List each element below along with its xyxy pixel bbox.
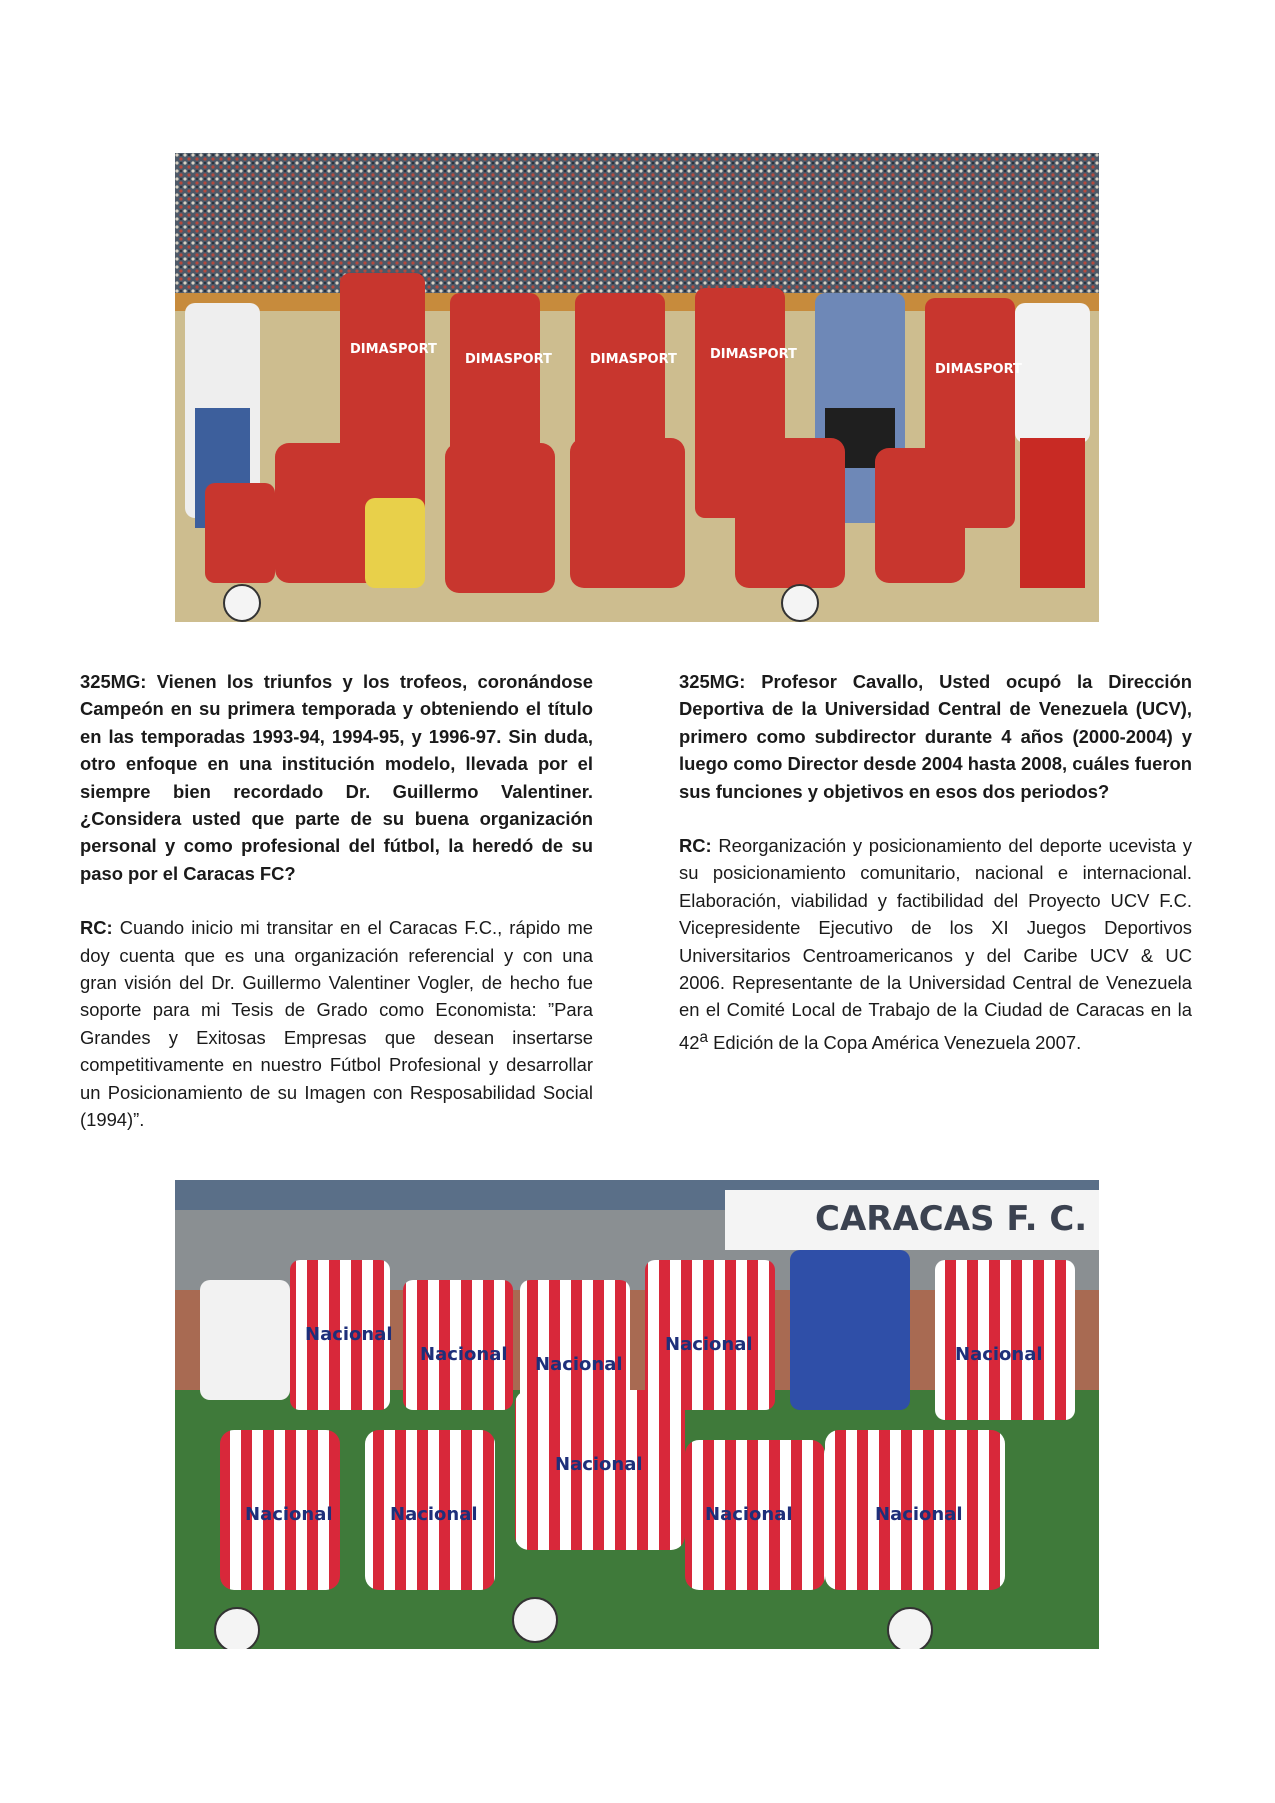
svg-text:DIMASPORT: DIMASPORT bbox=[935, 362, 1022, 377]
svg-text:Nacional: Nacional bbox=[535, 1354, 623, 1375]
right-answer-text-1: Reorganización y posicionamiento del deporte ucevista y su posicionamiento comunitario, nacional e internacional. Elaboración, viabilidad y factibilidad del Proyecto UCV F.C. Vicepresidente Ejecutivo de los XI Juegos Deportivos Universitarios Centroamericanos y del Caribe UCV & UC 2006. Representante de la Universidad Central de Venezuela en el Comité Local de Trabajo de la Ciudad de Caracas en la 42 bbox=[679, 835, 1192, 1053]
svg-text:Nacional: Nacional bbox=[305, 1324, 393, 1345]
svg-text:DIMASPORT: DIMASPORT bbox=[465, 352, 552, 367]
right-question-label: 325MG: bbox=[679, 671, 746, 692]
team-photo-bottom-image bbox=[175, 1180, 1099, 1649]
left-answer-text: Cuando inicio mi transitar en el Caracas F.C., rápido me doy cuenta que es una organización referencial y con una gran visión del Dr. Guillermo Valentiner Vogler, de hecho fue soporte para mi Tesis de Grado como Economista: ”Para Grandes y Exitosas Empresas que desean insertarse competitivamente en nuestro Fútbol Profesional y desarrollar un Posicionamiento de su Imagen con Resposabilidad Social (1994)”. bbox=[80, 917, 593, 1131]
svg-text:DIMASPORT: DIMASPORT bbox=[350, 342, 437, 357]
team-photo-top-image bbox=[175, 153, 1099, 622]
svg-text:DIMASPORT: DIMASPORT bbox=[710, 347, 797, 362]
left-column bbox=[80, 668, 593, 1134]
right-column bbox=[679, 668, 1192, 1056]
right-answer-label: RC: bbox=[679, 835, 712, 857]
svg-text:Nacional: Nacional bbox=[665, 1334, 753, 1355]
svg-text:Nacional: Nacional bbox=[875, 1504, 963, 1525]
svg-text:Nacional: Nacional bbox=[390, 1504, 478, 1525]
left-question-label: 325MG: bbox=[80, 671, 147, 692]
right-question-text: Profesor Cavallo, Usted ocupó la Dirección Deportiva de la Universidad Central de Venezuela (UCV), primero como subdirector durante 4 años (2000-2004) y luego como Director desde 2004 hasta 2008, cuáles fueron sus funciones y objetivos en esos dos periodos? bbox=[679, 671, 1192, 802]
team-photo-bottom bbox=[175, 1180, 1099, 1649]
right-question bbox=[679, 668, 1192, 805]
team-photo-top bbox=[175, 153, 1099, 622]
svg-text:Nacional: Nacional bbox=[420, 1344, 508, 1365]
svg-text:Nacional: Nacional bbox=[705, 1504, 793, 1525]
right-answer-text-2: Edición de la Copa América Venezuela 2007. bbox=[708, 1032, 1082, 1053]
svg-text:Nacional: Nacional bbox=[245, 1504, 333, 1525]
svg-text:Nacional: Nacional bbox=[555, 1454, 643, 1475]
left-question bbox=[80, 668, 593, 887]
svg-text:DIMASPORT: DIMASPORT bbox=[590, 352, 677, 367]
right-answer bbox=[679, 832, 1192, 1056]
left-question-text: Vienen los triunfos y los trofeos, coronándose Campeón en su primera temporada y obteniendo el título en las temporadas 1993-94, 1994-95, y 1996-97. Sin duda, otro enfoque en una institución modelo, llevada por el siempre bien recordado Dr. Guillermo Valentiner. ¿Considera usted que parte de su buena organización personal y como profesional del fútbol, la heredó de su paso por el Caracas FC? bbox=[80, 671, 593, 884]
left-answer-label: RC: bbox=[80, 917, 113, 939]
left-answer bbox=[80, 914, 593, 1133]
svg-text:Nacional: Nacional bbox=[955, 1344, 1043, 1365]
right-answer-superscript: a bbox=[699, 1028, 708, 1046]
banner-text: CARACAS F. C. bbox=[815, 1199, 1088, 1239]
